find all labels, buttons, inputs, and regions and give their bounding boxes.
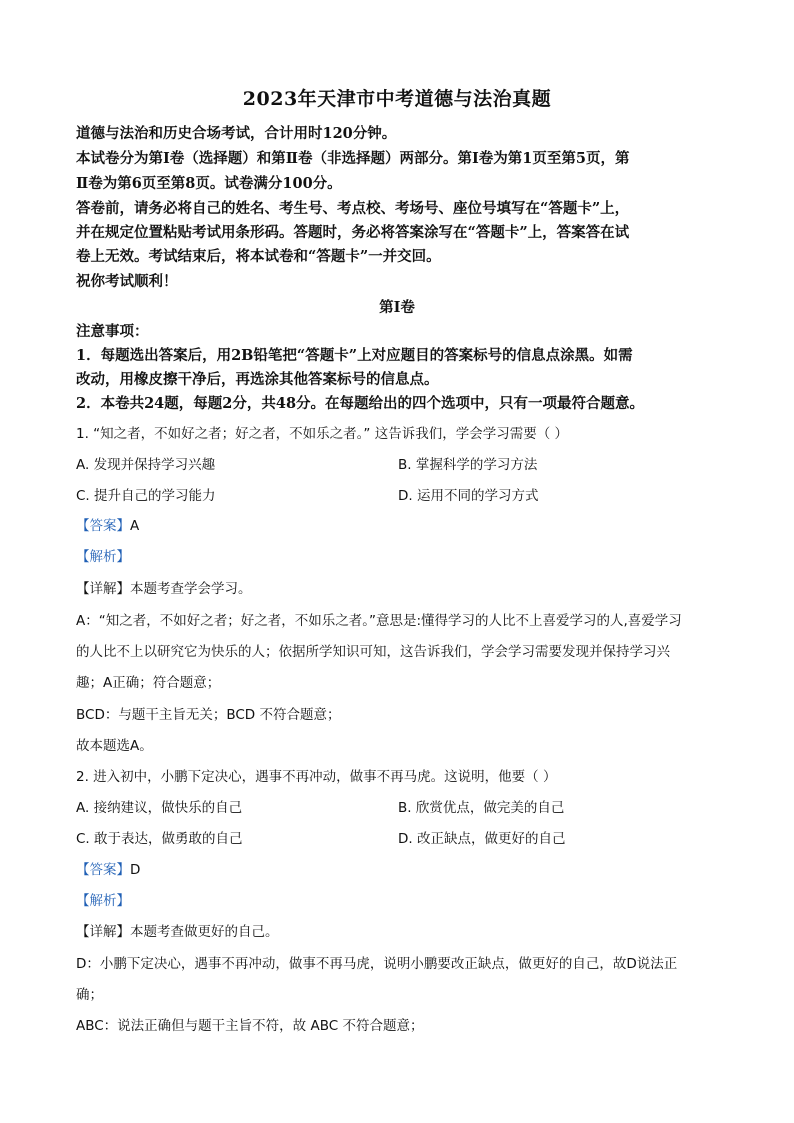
- option-d: D. 运用不同的学习方式: [398, 488, 539, 504]
- analysis-tag: 【解析】: [76, 549, 130, 565]
- detail-text: 本题考查学会学习。: [130, 581, 252, 597]
- answer-line: [76, 514, 139, 534]
- detail-line: [76, 577, 252, 597]
- detail-text: 本题考查做更好的自己。: [130, 924, 279, 940]
- intro-line: Ⅱ卷为第6页至第8页。试卷满分100分。: [76, 175, 342, 192]
- detail-tag: 【详解】: [76, 924, 130, 940]
- answer-value: D: [130, 862, 141, 878]
- note-line: 1．每题选出答案后，用2B铅笔把“答题卡”上对应题目的答案标号的信息点涂黑。如需: [76, 347, 633, 364]
- explanation-line: BCD：与题干主旨无关；BCD 不符合题意；: [76, 707, 341, 723]
- answer-line: [76, 858, 140, 878]
- option-b: B. 掌握科学的学习方法: [398, 457, 538, 473]
- question-stem: 1. “知之者，不如好之者；好之者，不如乐之者。” 这告诉我们，学会学习需要（ ）: [76, 426, 568, 442]
- intro-line: 祝你考试顺利！: [76, 273, 178, 290]
- note-line: 改动，用橡皮擦干净后，再选涂其他答案标号的信息点。: [76, 371, 439, 388]
- explanation-line: ABC：说法正确但与题干主旨不符，故 ABC 不符合题意；: [76, 1018, 424, 1034]
- explanation-line: 趣；A正确；符合题意；: [76, 675, 221, 691]
- intro-line: 答卷前，请务必将自己的姓名、考生号、考点校、考场号、座位号填写在“答题卡”上，: [76, 200, 630, 217]
- option-a: A. 接纳建议，做快乐的自己: [76, 800, 243, 816]
- analysis-tag: 【解析】: [76, 893, 130, 909]
- explanation-line: D：小鹏下定决心，遇事不再冲动，做事不再马虎，说明小鹏要改正缺点，做更好的自己，故D说法正: [76, 956, 678, 972]
- intro-line: 道德与法治和历史合场考试，合计用时120分钟。: [76, 125, 397, 142]
- option-c: C. 敢于表达，做勇敢的自己: [76, 831, 243, 847]
- answer-tag: 【答案】: [76, 518, 130, 534]
- note-line: 2．本卷共24题，每题2分，共48分。在每题给出的四个选项中，只有一项最符合题意。: [76, 395, 645, 412]
- detail-tag: 【详解】: [76, 581, 130, 597]
- option-a: A. 发现并保持学习兴趣: [76, 457, 216, 473]
- answer-tag: 【答案】: [76, 862, 130, 878]
- option-c: C. 提升自己的学习能力: [76, 488, 216, 504]
- intro-line: 并在规定位置粘贴考试用条形码。答题时，务必将答案涂写在“答题卡”上，答案答在试: [76, 224, 630, 241]
- notes-heading: 注意事项：: [76, 323, 149, 340]
- section-title: 第Ⅰ卷: [379, 299, 415, 316]
- answer-value: A: [130, 518, 140, 534]
- option-b: B. 欣赏优点，做完美的自己: [398, 800, 565, 816]
- intro-line: 卷上无效。考试结束后，将本试卷和“答题卡”一并交回。: [76, 248, 441, 265]
- explanation-line: 的人比不上以研究它为快乐的人；依据所学知识可知，这告诉我们，学会学习需要发现并保持学习兴: [76, 644, 670, 660]
- intro-line: 本试卷分为第Ⅰ卷（选择题）和第Ⅱ卷（非选择题）两部分。第Ⅰ卷为第1页至第5页，第: [76, 150, 630, 167]
- explanation-line: A：“知之者，不如好之者；好之者，不如乐之者。”意思是:懂得学习的人比不上喜爱学习的人,喜爱学习: [76, 613, 682, 629]
- question-stem: 2. 进入初中，小鹏下定决心，遇事不再冲动，做事不再马虎。这说明，他要（ ）: [76, 769, 557, 785]
- document-title: 2023年天津市中考道德与法治真题: [242, 88, 552, 110]
- explanation-line: 确；: [76, 987, 103, 1003]
- option-d: D. 改正缺点，做更好的自己: [398, 831, 566, 847]
- detail-line: [76, 920, 279, 940]
- explanation-line: 故本题选A。: [76, 738, 153, 754]
